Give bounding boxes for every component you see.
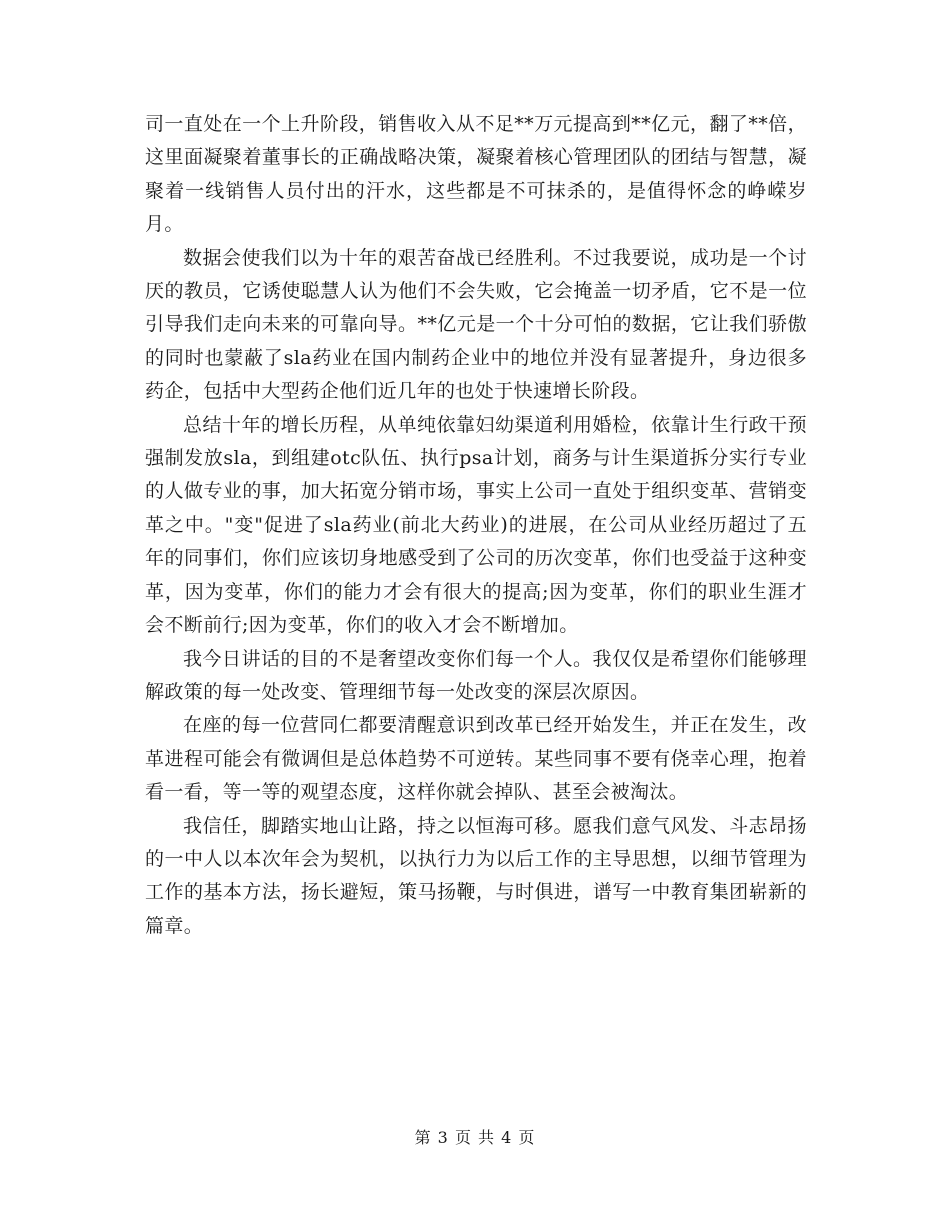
paragraph-4: 我今日讲话的目的不是奢望改变你们每一个人。我仅仅是希望你们能够理解政策的每一处改变、管理细节每一处改变的深层次原因。 — [145, 647, 807, 703]
paragraph-6: 我信任，脚踏实地山让路，持之以恒海可移。愿我们意气风发、斗志昂扬的一中人以本次年会为契机，以执行力为以后工作的主导思想，以细节管理为工作的基本方法，扬长避短，策马扬鞭，与时俱进，谱写一中教育集团崭新的篇章。 — [145, 814, 807, 937]
page-number-footer: 第 3 页 共 4 页 — [414, 1128, 536, 1147]
paragraph-5: 在座的每一位营同仁都要清醒意识到改革已经开始发生，并正在发生，改革进程可能会有微调但是总体趋势不可逆转。某些同事不要有侥幸心理，抱着看一看，等一等的观望态度，这样你就会掉队、甚至会被淘汰。 — [145, 714, 807, 804]
paragraph-2: 数据会使我们以为十年的艰苦奋战已经胜利。不过我要说，成功是一个讨厌的教员，它诱使聪慧人认为他们不会失败，它会掩盖一切矛盾，它不是一位引导我们走向未来的可靠向导。**亿元是一个十分可怕的数据，它让我们骄傲的同时也蒙蔽了sla药业在国内制药企业中的地位并没有显著提升，身边很多药企，包括中大型药企他们近几年的也处于快速增长阶段。 — [145, 246, 807, 403]
document-body — [145, 108, 807, 943]
paragraph-3: 总结十年的增长历程，从单纯依靠妇幼渠道利用婚检，依靠计生行政干预强制发放sla，到组建otc队伍、执行psa计划，商务与计生渠道拆分实行专业的人做专业的事，加大拓宽分销市场，事实上公司一直处于组织变革、营销变革之中。"变"促进了sla药业(前北大药业)的进展，在公司从业经历超过了五年的同事们，你们应该切身地感受到了公司的历次变革，你们也受益于这种变革，因为变革，你们的能力才会有很大的提高;因为变革，你们的职业生涯才会不断前行;因为变革，你们的收入才会不断增加。 — [145, 413, 807, 637]
paragraph-1: 司一直处在一个上升阶段，销售收入从不足**万元提高到**亿元，翻了**倍，这里面凝聚着董事长的正确战略决策，凝聚着核心管理团队的团结与智慧，凝聚着一线销售人员付出的汗水，这些都是不可抹杀的，是值得怀念的峥嵘岁月。 — [145, 113, 807, 236]
